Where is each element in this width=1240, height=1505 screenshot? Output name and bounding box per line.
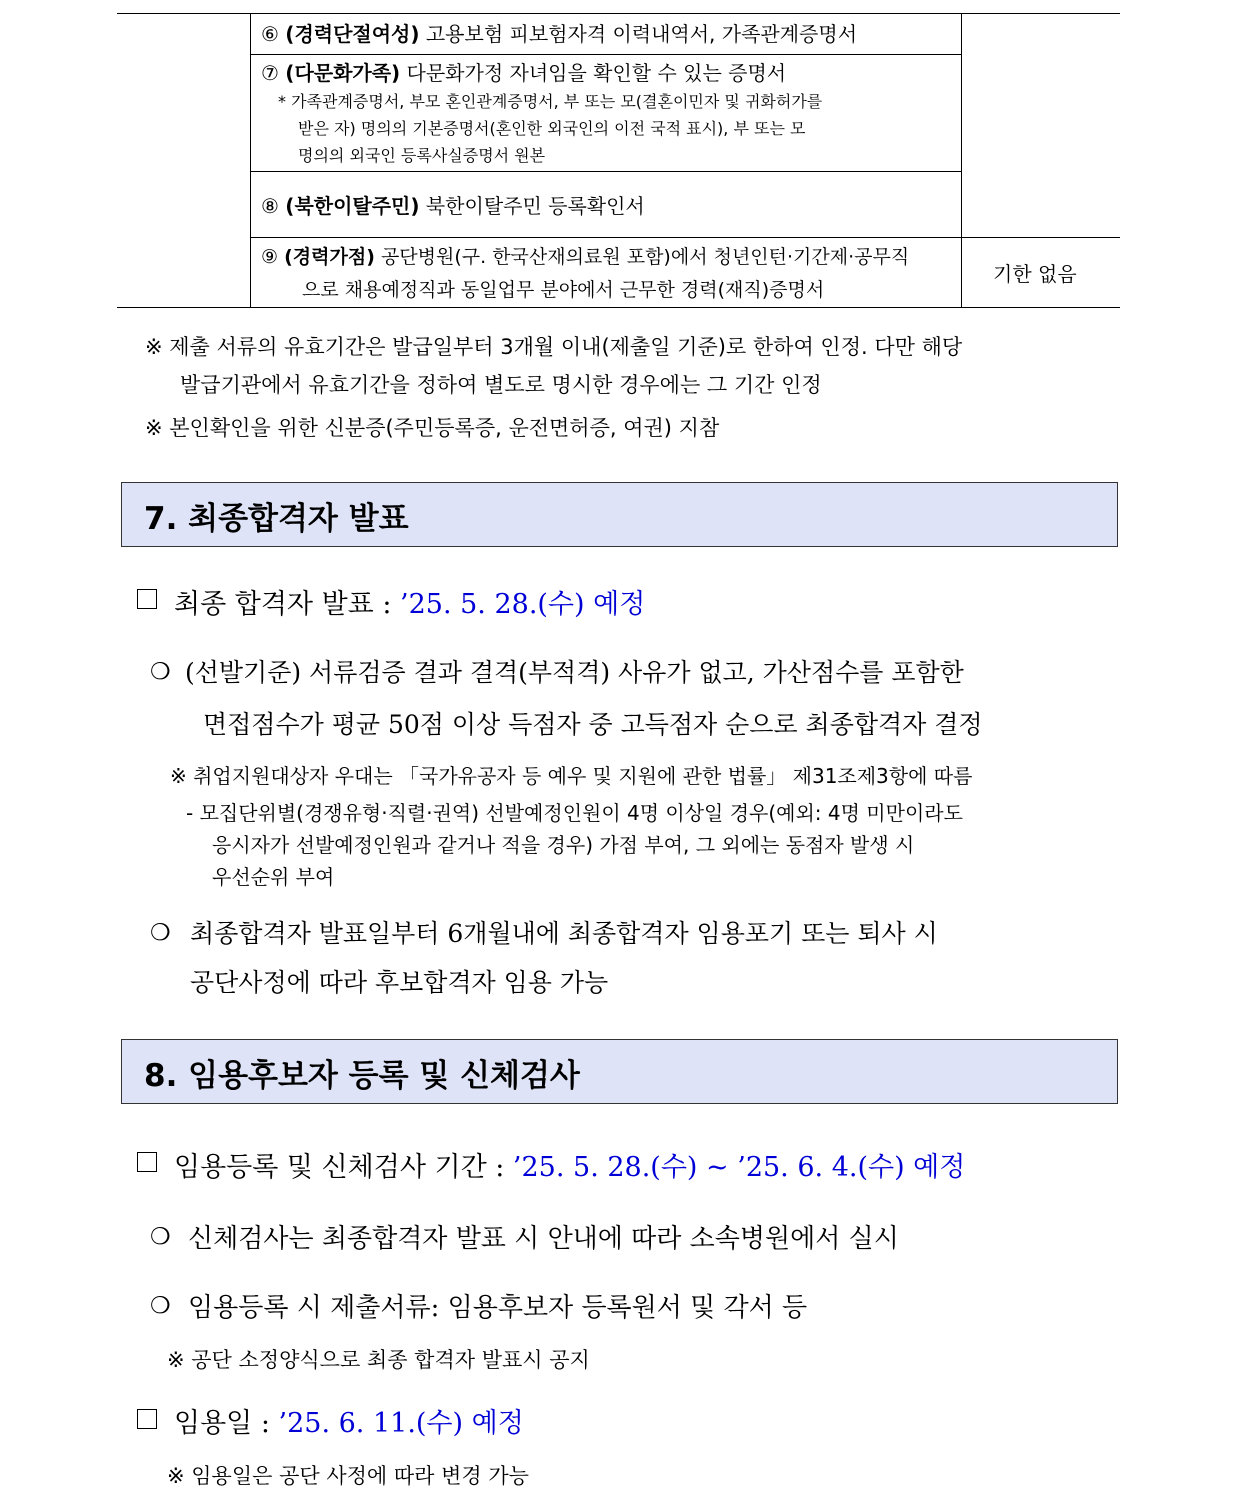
note-validity: ※ 제출 서류의 유효기간은 발급일부터 3개월 이내(제출일 기준)로 한하여 인정. 다만 해당 bbox=[145, 335, 963, 359]
table-row bbox=[261, 62, 786, 84]
table-row bbox=[261, 246, 909, 268]
row-title: (경력가점) bbox=[284, 246, 375, 268]
row-text-continued: 으로 채용예정직과 동일업무 분야에서 근무한 경력(재직)증명서 bbox=[302, 279, 825, 301]
circle-bullet-icon: ❍ bbox=[150, 1293, 171, 1319]
row-title: (다문화가족) bbox=[285, 61, 401, 85]
checkbox-icon bbox=[137, 1152, 157, 1172]
row-text: 북한이탈주민 등록확인서 bbox=[425, 194, 645, 218]
row-number: ⑧ bbox=[261, 194, 279, 218]
deadline-cell: 기한 없음 bbox=[993, 262, 1077, 286]
note-id-card: ※ 본인확인을 위한 신분증(주민등록증, 운전면허증, 여권) 지참 bbox=[145, 416, 720, 440]
note-form: ※ 공단 소정양식으로 최종 합격자 발표시 공지 bbox=[167, 1348, 590, 1372]
registration-heading bbox=[174, 1145, 965, 1184]
dash-item-line-2: 응시자가 선발예정인원과 같거나 적을 경우) 가점 부여, 그 외에는 동점자 발생 시 bbox=[212, 833, 915, 857]
announcement-heading bbox=[174, 582, 645, 621]
section-title: 7. 최종합격자 발표 bbox=[144, 501, 409, 537]
heading-label: 최종 합격자 발표 : bbox=[174, 589, 401, 620]
row-text: 공단병원(구. 한국산재의료원 포함)에서 청년인턴·기간제·공무직 bbox=[380, 246, 910, 268]
row-title: (북한이탈주민) bbox=[285, 194, 420, 218]
circle-bullet-icon: ❍ bbox=[150, 920, 171, 946]
criteria-line-2: 면접점수가 평균 50점 이상 득점자 중 고득점자 순으로 최종합격자 결정 bbox=[203, 710, 983, 739]
circle-bullet-icon: ❍ bbox=[150, 1224, 171, 1250]
row-number: ⑨ bbox=[261, 246, 279, 268]
note-appointment-change: ※ 임용일은 공단 사정에 따라 변경 가능 bbox=[167, 1464, 529, 1488]
medical-check-line: 신체검사는 최종합격자 발표 시 안내에 따라 소속병원에서 실시 bbox=[188, 1224, 899, 1254]
circle-bullet-icon: ❍ bbox=[150, 659, 171, 685]
heading-label: 임용등록 및 신체검사 기간 : bbox=[174, 1152, 513, 1183]
heading-date: ’25. 5. 28.(수) 예정 bbox=[400, 589, 646, 620]
dash-item-line-3: 우선순위 부여 bbox=[212, 865, 335, 889]
row-note-line: 명의의 외국인 등록사실증명서 원본 bbox=[298, 146, 546, 165]
row-text: 다문화가정 자녀임을 확인할 수 있는 증명서 bbox=[406, 61, 787, 85]
row-note-line: * 가족관계증명서, 부모 혼인관계증명서, 부 또는 모(결혼이민자 및 귀화허가를 bbox=[278, 92, 823, 111]
row-note-line: 받은 자) 명의의 기본증명서(혼인한 외국인의 이전 국적 표시), 부 또는 모 bbox=[298, 119, 806, 138]
heading-date: ’25. 6. 11.(수) 예정 bbox=[278, 1408, 524, 1439]
row-number: ⑥ bbox=[261, 22, 279, 46]
note-preference: ※ 취업지원대상자 우대는 「국가유공자 등 예우 및 지원에 관한 법률」 제31조제3항에 따름 bbox=[170, 764, 973, 788]
dash-item-line-1: - 모집단위별(경쟁유형·직렬·권역) 선발예정인원이 4명 이상일 경우(예외: 4명 미만이라도 bbox=[186, 801, 963, 825]
reserve-line-1: 최종합격자 발표일부터 6개월내에 최종합격자 임용포기 또는 퇴사 시 bbox=[190, 919, 938, 948]
table-row bbox=[261, 195, 645, 217]
row-text: 고용보험 피보험자격 이력내역서, 가족관계증명서 bbox=[425, 22, 858, 46]
appointment-heading bbox=[174, 1401, 524, 1440]
row-title: (경력단절여성) bbox=[285, 22, 420, 46]
reserve-line-2: 공단사정에 따라 후보합격자 임용 가능 bbox=[190, 968, 609, 997]
heading-label: 임용일 : bbox=[174, 1408, 279, 1439]
row-number: ⑦ bbox=[261, 61, 279, 85]
section-header-8 bbox=[121, 1039, 1118, 1104]
checkbox-icon bbox=[137, 1409, 157, 1429]
documents-line: 임용등록 시 제출서류: 임용후보자 등록원서 및 각서 등 bbox=[188, 1293, 808, 1323]
note-validity-continued: 발급기관에서 유효기간을 정하여 별도로 명시한 경우에는 그 기간 인정 bbox=[180, 373, 822, 397]
section-header-7 bbox=[121, 482, 1118, 547]
section-title: 8. 임용후보자 등록 및 신체검사 bbox=[144, 1058, 580, 1094]
heading-date: ’25. 5. 28.(수) ~ ’25. 6. 4.(수) 예정 bbox=[512, 1152, 966, 1183]
criteria-line-1: (선발기준) 서류검증 결과 결격(부적격) 사유가 없고, 가산점수를 포함한 bbox=[185, 658, 964, 687]
checkbox-icon bbox=[137, 589, 157, 609]
table-row bbox=[261, 23, 857, 45]
